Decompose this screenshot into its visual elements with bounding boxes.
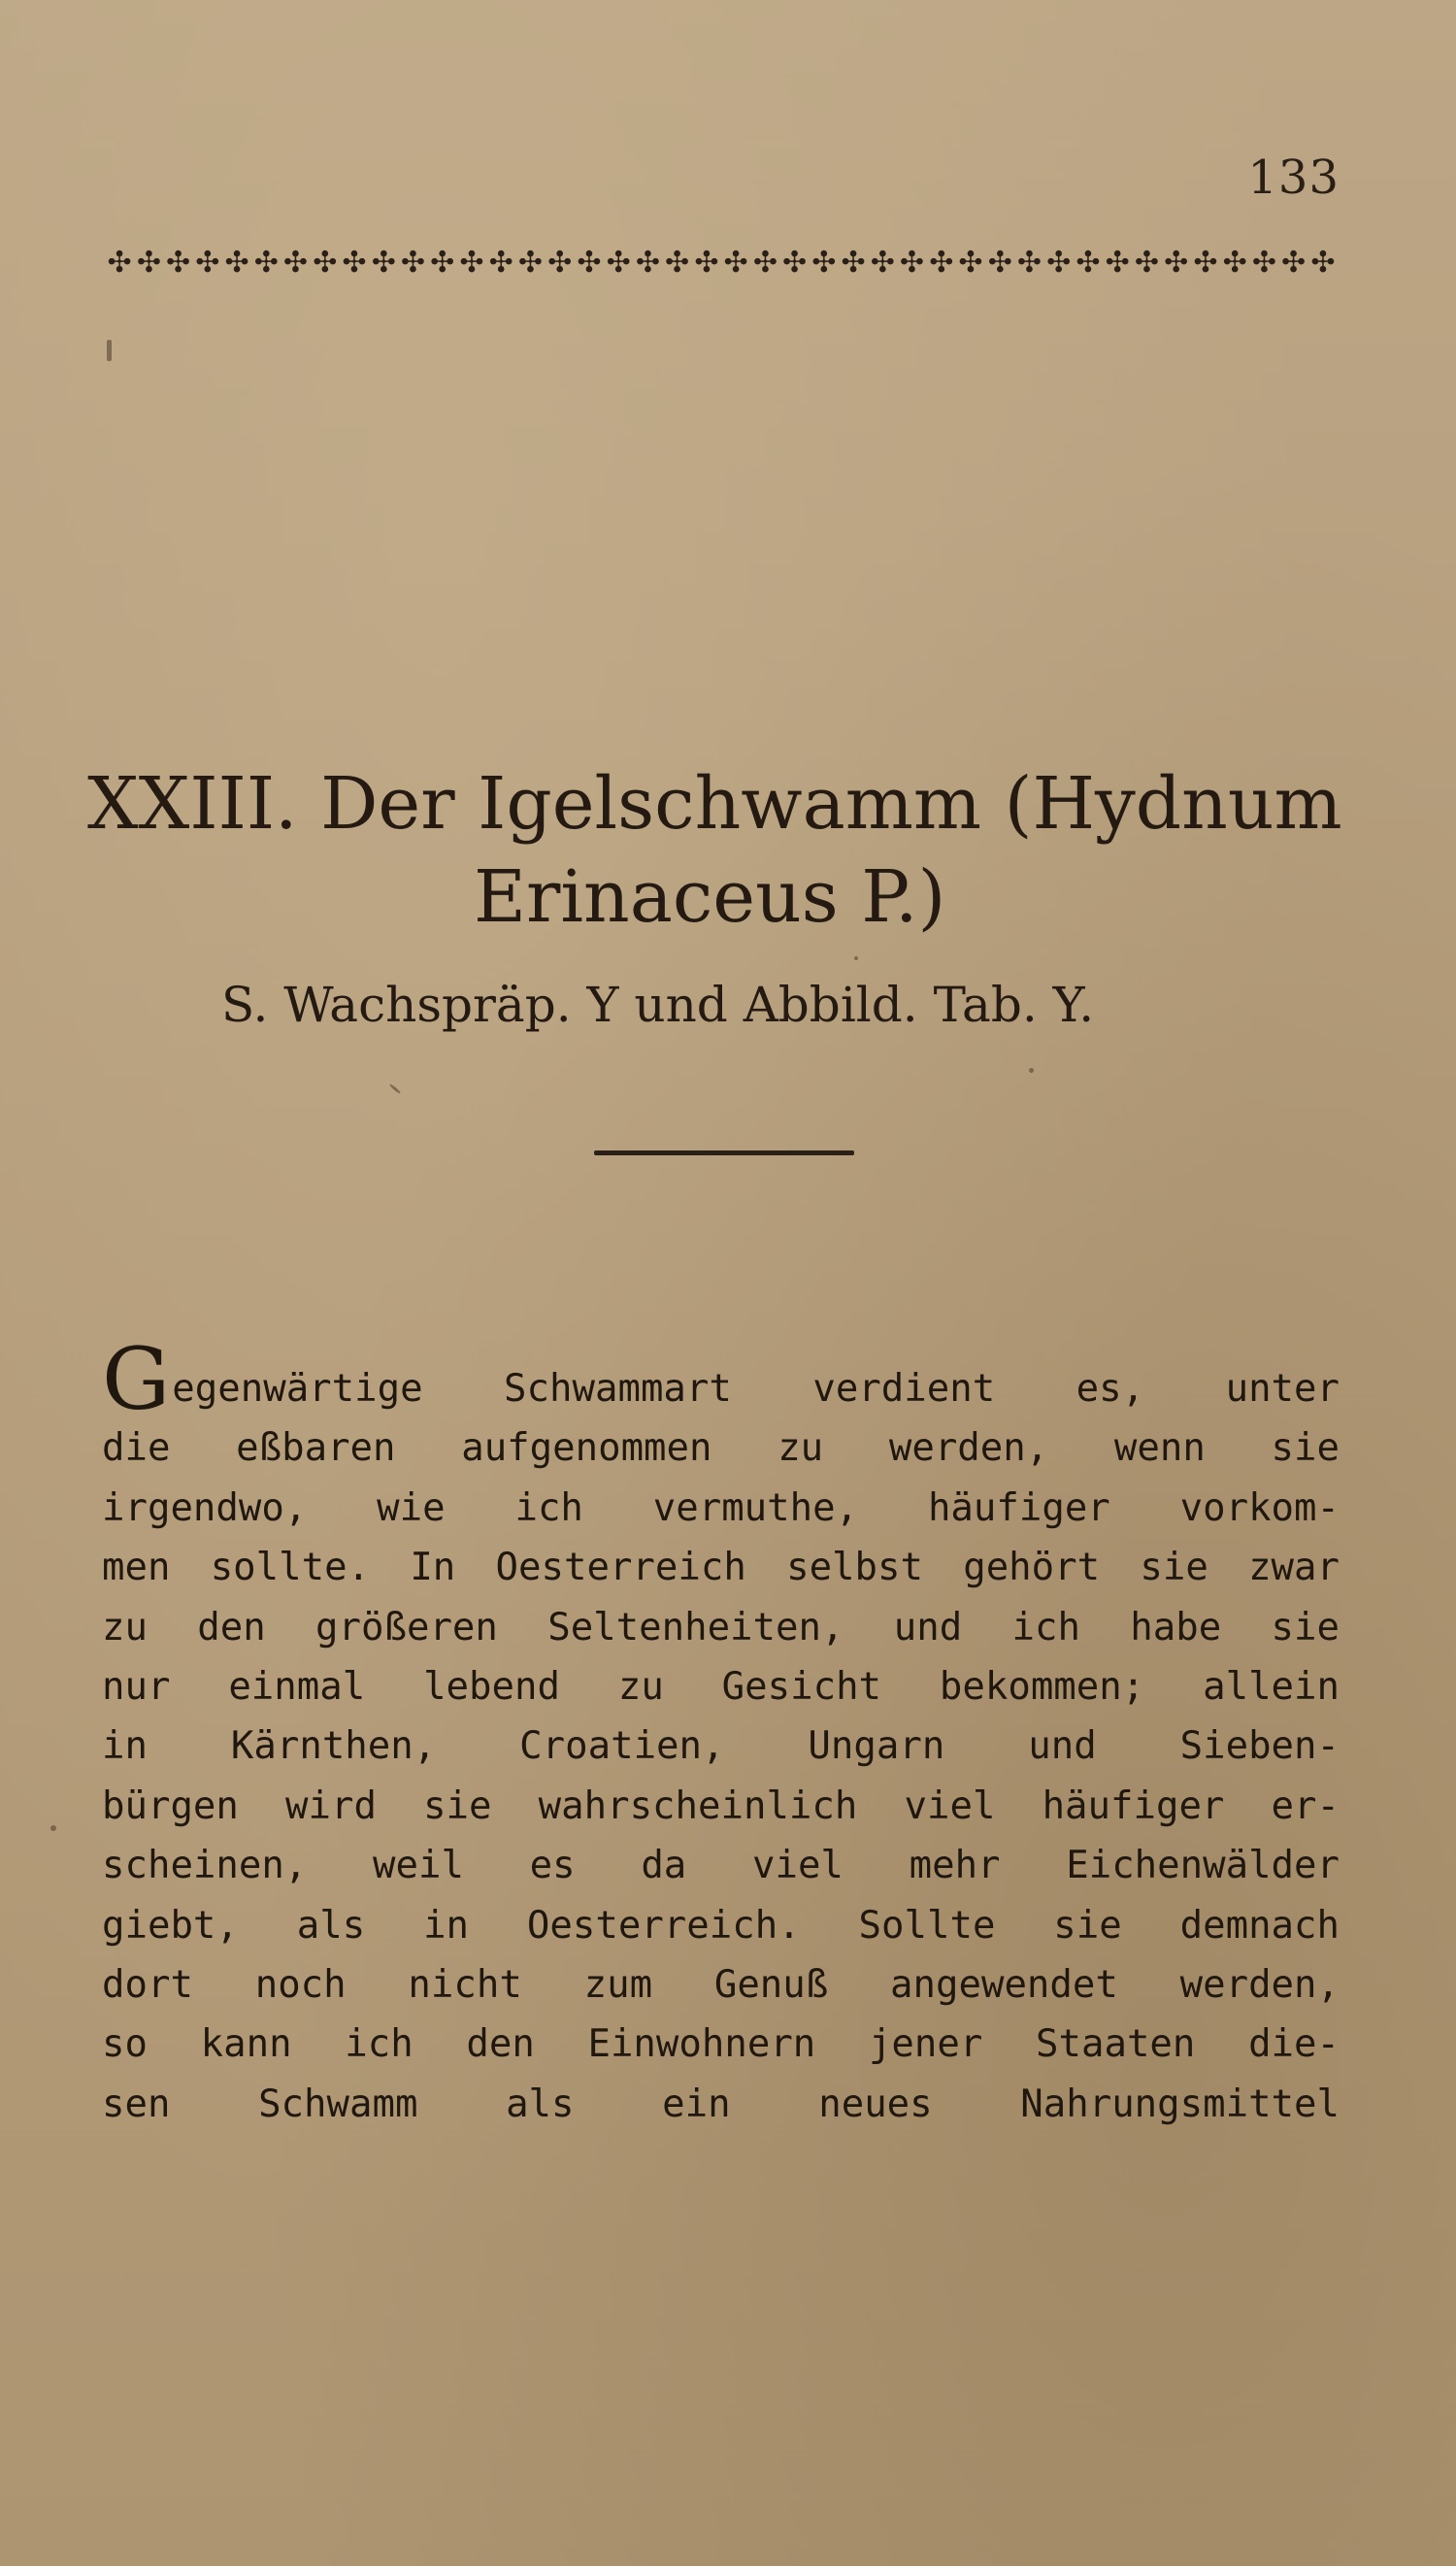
ornament-glyph: ✣ — [1193, 246, 1218, 280]
ornament-glyph: ✣ — [958, 246, 983, 280]
ornament-glyph: ✣ — [1016, 246, 1042, 280]
ornament-glyph: ✣ — [694, 246, 719, 280]
page-number: 133 — [1247, 150, 1340, 205]
ornament-rule — [105, 243, 1338, 282]
page-speck — [107, 340, 112, 361]
chapter-heading-line-2: Erinaceus P.) — [474, 855, 946, 939]
ornament-glyph: ✣ — [723, 246, 748, 280]
ornament-glyph: ✣ — [342, 246, 367, 280]
ornament-glyph: ✣ — [1105, 246, 1130, 280]
ornament-glyph: ✣ — [606, 246, 631, 280]
ornament-glyph: ✣ — [1134, 246, 1160, 280]
section-divider — [594, 1150, 854, 1155]
body-paragraph — [102, 1329, 1340, 2134]
ornament-glyph: ✣ — [1164, 246, 1189, 280]
body-line: sen Schwamm als ein neues Nahrungsmittel — [102, 2082, 1340, 2126]
ornament-glyph: ✣ — [870, 246, 895, 280]
body-line: in Kärnthen, Croatien, Ungarn und Sieben- — [102, 1724, 1340, 1769]
body-line: die eßbaren aufgenommen zu werden, wenn sie — [102, 1426, 1340, 1471]
ornament-glyph: ✣ — [547, 246, 573, 280]
body-line-1 — [102, 1329, 1340, 1429]
body-line: nur einmal lebend zu Gesicht bekommen; allein — [102, 1665, 1340, 1710]
ornament-glyph: ✣ — [400, 246, 426, 280]
ornament-glyph: ✣ — [665, 246, 690, 280]
page-speck — [389, 1083, 402, 1094]
chapter-heading — [87, 757, 1359, 944]
ornament-glyph: ✣ — [899, 246, 925, 280]
first-line-text: egenwärtige Schwammart verdient es, unter — [172, 1367, 1340, 1411]
ornament-glyph: ✣ — [635, 246, 660, 280]
body-line: men sollte. In Oesterreich selbst gehört sie zwar — [102, 1546, 1340, 1590]
body-line: giebt, als in Oesterreich. Sollte sie demnach — [102, 1903, 1340, 1948]
ornament-glyph: ✣ — [488, 246, 513, 280]
ornament-glyph: ✣ — [107, 246, 132, 280]
page-speck — [854, 956, 858, 960]
ornament-glyph: ✣ — [195, 246, 220, 280]
ornament-glyph: ✣ — [253, 246, 279, 280]
ornament-glyph: ✣ — [811, 246, 837, 280]
page-speck — [1029, 1068, 1034, 1073]
body-line: dort noch nicht zum Genuß angewendet werden, — [102, 1963, 1340, 2008]
ornament-glyph: ✣ — [1075, 246, 1101, 280]
ornament-glyph: ✣ — [224, 246, 249, 280]
ornament-glyph: ✣ — [430, 246, 455, 280]
body-line: irgendwo, wie ich vermuthe, häufiger vorkom- — [102, 1485, 1340, 1530]
page-speck — [50, 1825, 56, 1831]
plate-reference: S. Wachspräp. Y und Abbild. Tab. Y. — [221, 977, 1095, 1033]
ornament-glyph: ✣ — [282, 246, 309, 280]
body-line: so kann ich den Einwohnern jener Staaten die- — [102, 2022, 1340, 2067]
drop-cap: G — [102, 1329, 171, 1429]
ornament-glyph: ✣ — [752, 246, 778, 280]
ornament-glyph: ✣ — [517, 246, 544, 280]
body-line: bürgen wird sie wahrscheinlich viel häufiger er- — [102, 1783, 1340, 1828]
ornament-glyph: ✣ — [1251, 246, 1276, 280]
ornament-glyph: ✣ — [313, 246, 338, 280]
ornament-glyph: ✣ — [841, 246, 866, 280]
ornament-glyph: ✣ — [1281, 246, 1307, 280]
ornament-glyph: ✣ — [987, 246, 1012, 280]
body-line: zu den größeren Seltenheiten, und ich habe sie — [102, 1605, 1340, 1650]
ornament-glyph: ✣ — [136, 246, 161, 280]
ornament-glyph: ✣ — [929, 246, 954, 280]
ornament-glyph: ✣ — [577, 246, 602, 280]
ornament-glyph: ✣ — [1310, 246, 1336, 280]
body-line: scheinen, weil es da viel mehr Eichenwälder — [102, 1844, 1340, 1888]
ornament-glyph: ✣ — [166, 246, 191, 280]
ornament-glyph: ✣ — [1046, 246, 1072, 280]
ornament-glyph: ✣ — [782, 246, 808, 280]
ornament-glyph: ✣ — [459, 246, 484, 280]
ornament-glyph: ✣ — [371, 246, 396, 280]
chapter-heading-line-1: XXIII. Der Igelschwamm (Hydnum — [87, 762, 1342, 846]
ornament-glyph: ✣ — [1222, 246, 1247, 280]
